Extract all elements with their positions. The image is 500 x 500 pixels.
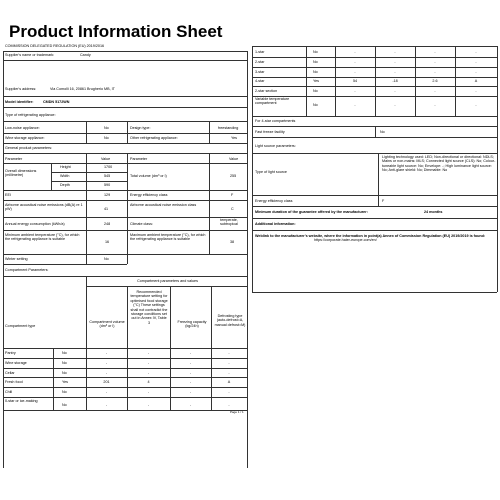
rule [3, 190, 247, 191]
page-title: Product Information Sheet [9, 22, 223, 41]
param-header: Parameter [5, 157, 23, 161]
winter-setting-label: Winter setting [5, 257, 28, 261]
star-row-present: No [313, 50, 318, 54]
noise-value: 41 [104, 207, 109, 211]
rule [252, 292, 497, 293]
star-row-freeze: - [434, 60, 436, 64]
noise-class-value: C [231, 207, 234, 211]
rule [51, 172, 127, 173]
light-type-value: Lighting technology used: LED; Non-directional or directional: NDLS; Mains or non-mains: MLS; Connected light source (CLS): No; Colour-tuneable light source: No; Envelope: -; High luminance light source: No; Anti-glare shield: No; Dimmable: No [382, 155, 496, 173]
compartment-freeze: - [189, 371, 192, 375]
rule [127, 286, 128, 410]
compartment-defrost: - [228, 371, 230, 375]
rule [3, 264, 127, 265]
star-row-name: 1-star [255, 50, 265, 54]
star-row-volume: - [354, 70, 356, 74]
star-row-present: No [313, 70, 318, 74]
rule [335, 46, 336, 116]
star-row-defrost: - [475, 60, 477, 64]
rule [306, 46, 307, 116]
compartment-temp: - [147, 371, 150, 375]
rule [3, 107, 247, 108]
total-volume-label: Total volume (dm³ or l) [130, 174, 167, 178]
volume-header: Compartment volume (dm³ or l) [89, 320, 125, 329]
rule [252, 46, 253, 292]
climate-class-value: temperate, subtropical [220, 218, 238, 227]
rule [53, 348, 54, 410]
rule [375, 126, 376, 137]
compartment-volume: - [105, 390, 108, 394]
annual-energy-value: 248 [104, 222, 111, 226]
star-row-volume: 54 [352, 79, 358, 83]
compartment-params-label: Compartment Parameters: [5, 268, 49, 272]
depth-label: Depth [60, 183, 70, 187]
rule [3, 410, 247, 411]
star-row-temp: -18 [392, 79, 398, 83]
light-energy-class-label: Energy efficiency class [255, 199, 293, 203]
rule [3, 163, 247, 164]
energy-class-value: F [231, 193, 234, 197]
rule [127, 121, 128, 143]
star-row-volume: - [354, 60, 356, 64]
value-header: Value [101, 157, 111, 161]
wine-storage-label: Wine storage appliance: [5, 136, 45, 140]
star-row-freeze: - [434, 70, 436, 74]
energy-class-label: Energy efficiency class [130, 193, 168, 197]
param-header-2: Parameter [130, 157, 148, 161]
compartment-present: No [62, 403, 67, 407]
total-volume-value: 255 [230, 174, 237, 178]
supplier-name: Candy [80, 53, 91, 57]
type-label: Type of refrigerating appliance: [5, 113, 56, 117]
compartment-temp: - [147, 361, 150, 365]
compartment-present: Yes [62, 380, 69, 384]
eei-value: 129 [104, 193, 111, 197]
guarantee-value: 24 months [424, 210, 443, 214]
compartment-volume: - [105, 351, 108, 355]
rule [3, 96, 247, 97]
star-row-volume: - [354, 50, 356, 54]
rule [86, 153, 87, 264]
wine-storage-value: No [104, 136, 109, 140]
compartment-name: Pantry [5, 351, 16, 355]
four-star-label: For 4-star compartments [255, 119, 296, 123]
rule [86, 121, 87, 143]
star-row-temp: - [394, 50, 396, 54]
rule [252, 116, 497, 117]
compartment-present: No [62, 351, 67, 355]
star-row-freeze: - [434, 89, 436, 93]
rule [3, 153, 247, 154]
left-border [3, 51, 4, 468]
compartment-freeze: - [189, 380, 192, 384]
model-label: Model identifier: [5, 100, 34, 104]
rule [3, 230, 247, 231]
compartment-volume: - [105, 361, 108, 365]
rule [378, 153, 379, 206]
noise-label: Airborne acoustical noise emissions (dB(A) re 1 pW) [5, 203, 83, 212]
compartment-temp: 4 [147, 380, 150, 384]
compartment-defrost: - [228, 403, 230, 407]
right-border [497, 46, 498, 292]
star-row-freeze: 2.6 [432, 79, 438, 83]
rule [3, 276, 247, 277]
compartment-volume: 201 [103, 380, 110, 384]
low-noise-label: Low-noise appliance: [5, 126, 40, 130]
compartment-volume: - [105, 403, 108, 407]
rule [375, 46, 376, 116]
rule [3, 133, 247, 134]
star-row-defrost: - [475, 70, 477, 74]
height-label: Height [60, 165, 71, 169]
star-row-name: 2-star [255, 60, 265, 64]
star-row-temp: - [394, 60, 396, 64]
rule [252, 195, 497, 196]
other-refrigerating-label: Other refrigerating appliance: [130, 136, 178, 140]
compartment-temp: - [147, 390, 150, 394]
compartment-name: 0-star or ice-making [5, 399, 38, 403]
height-value: 1700 [104, 165, 113, 169]
other-refrigerating-value: Yes [231, 136, 238, 140]
star-row-freeze: - [434, 50, 436, 54]
supplier-address-label: Supplier's address: [5, 87, 37, 91]
compartment-temp: - [147, 403, 150, 407]
design-type-label: Design type: [130, 126, 151, 130]
light-params-label: Light source parameters: [255, 144, 296, 148]
rule [252, 230, 497, 231]
temp-header: Recommended temperature setting for optimised food storage (°C) These settings shall not contradict the storage conditions set out in Annex IV, Table 3 [130, 290, 168, 325]
star-row-temp: - [394, 103, 396, 107]
rule [51, 181, 127, 182]
star-row-present: No [313, 103, 318, 107]
compartment-group-header: Compartment parameters and values [137, 279, 198, 283]
rule [211, 286, 212, 410]
star-row-name: 3-star [255, 70, 265, 74]
star-row-name: 2-star section [255, 89, 278, 93]
middle-border [247, 51, 248, 468]
rule [3, 200, 247, 201]
star-row-present: No [313, 60, 318, 64]
design-type-value: freestanding [218, 126, 239, 130]
winter-setting-value: No [104, 257, 109, 261]
max-temp-value: 38 [230, 240, 235, 244]
depth-value: 590 [104, 183, 111, 187]
compartment-name: Fresh food [5, 380, 23, 384]
compartment-freeze: - [189, 403, 192, 407]
page-number: Page 1 / 1 [230, 410, 244, 414]
compartment-defrost: - [228, 351, 230, 355]
star-row-defrost: - [475, 50, 477, 54]
compartment-temp: - [147, 351, 150, 355]
width-label: Width [60, 174, 70, 178]
weblink-url[interactable]: https://corporate.haier-europe.com/en/ [314, 238, 377, 243]
dimensions-label: Overall dimensions (millimetre) [5, 169, 37, 178]
rule [3, 217, 247, 218]
star-row-defrost: A [474, 79, 478, 83]
rule [415, 46, 416, 116]
fast-freeze-value: No [380, 130, 385, 134]
rule [86, 286, 247, 287]
rule [252, 218, 497, 219]
model-identifier: CMDN 5172WN [43, 100, 70, 104]
compartment-present: No [62, 371, 67, 375]
rule [252, 153, 497, 154]
compartment-freeze: - [189, 361, 192, 365]
fast-freeze-label: Fast freeze facility [255, 130, 285, 134]
compartment-freeze: - [189, 351, 192, 355]
width-value: 545 [104, 174, 111, 178]
regulation-text: COMMISSION DELEGATED REGULATION (EU) 2019/2016 [5, 44, 105, 48]
freezing-header: Freezing capacity (kg/24h) [177, 320, 207, 329]
star-row-name: 4-star [255, 79, 265, 83]
rule [127, 153, 128, 264]
rule [455, 46, 456, 116]
rule [209, 153, 210, 254]
compartment-defrost: - [228, 361, 230, 365]
compartment-name: Wine storage [5, 361, 27, 365]
min-temp-value: 16 [105, 240, 110, 244]
star-row-defrost: - [475, 89, 477, 93]
compartment-present: No [62, 361, 67, 365]
star-row-temp: - [394, 89, 396, 93]
max-temp-label: Maximum ambient temperature (°C), for which the refrigerating appliance is suitable [130, 233, 206, 242]
light-energy-class-value: F [382, 199, 385, 203]
star-row-freeze: - [434, 103, 436, 107]
compartment-name: Cellar [5, 371, 15, 375]
rule [51, 163, 52, 190]
rule [3, 143, 247, 144]
compartment-present: No [62, 390, 67, 394]
weblink-label: Weblink to the manufacturer's website, where the information in point(a) Annex of Commission Regulation (EU) 2019/2019 is found: [255, 234, 486, 238]
noise-class-label: Airborne acoustical noise emission class [130, 203, 197, 207]
star-row-temp: - [394, 70, 396, 74]
rule [252, 137, 497, 138]
compartment-type-header: Compartment type [5, 324, 36, 328]
compartment-defrost: A [227, 380, 231, 384]
compartment-volume: - [105, 371, 108, 375]
rule [3, 254, 247, 255]
min-temp-label: Minimum ambient temperature (°C), for which the refrigerating appliance is suitable [5, 233, 80, 242]
additional-info-label: Additional information: [255, 222, 296, 226]
star-row-name: Variable temperature compartment [255, 97, 290, 106]
low-noise-value: No [104, 126, 109, 130]
compartment-name: Chill [5, 390, 13, 394]
guarantee-label: Minimum duration of the guarantee offered by the manufacturer: [255, 210, 368, 214]
light-type-label: Type of light source [255, 170, 287, 174]
rule [3, 121, 247, 122]
climate-class-label: Climate class: [130, 222, 153, 226]
value-header-2: Value [229, 157, 239, 161]
general-label: General product parameters: [5, 146, 53, 150]
supplier-address: Via Comolli 16, 20861 Brugherio MB, IT [50, 87, 115, 91]
eei-label: EEI [5, 193, 11, 197]
annual-energy-label: Annual energy consumption (kWh/a) [5, 222, 65, 226]
compartment-freeze: - [189, 390, 192, 394]
star-row-present: No [313, 89, 318, 93]
rule [252, 206, 497, 207]
star-row-volume: - [354, 89, 356, 93]
rule [86, 276, 87, 410]
rule [3, 51, 247, 52]
rule [3, 60, 247, 61]
compartment-defrost: - [228, 390, 230, 394]
rule [170, 286, 171, 410]
defrost-header: Defrosting type (auto-defrost=A, manual defrost=M) [214, 314, 246, 327]
rule [209, 121, 210, 143]
supplier-name-label: Supplier's name or trademark: [5, 53, 55, 57]
star-row-defrost: - [475, 103, 477, 107]
star-row-volume: - [354, 103, 356, 107]
star-row-present: Yes [313, 79, 320, 83]
